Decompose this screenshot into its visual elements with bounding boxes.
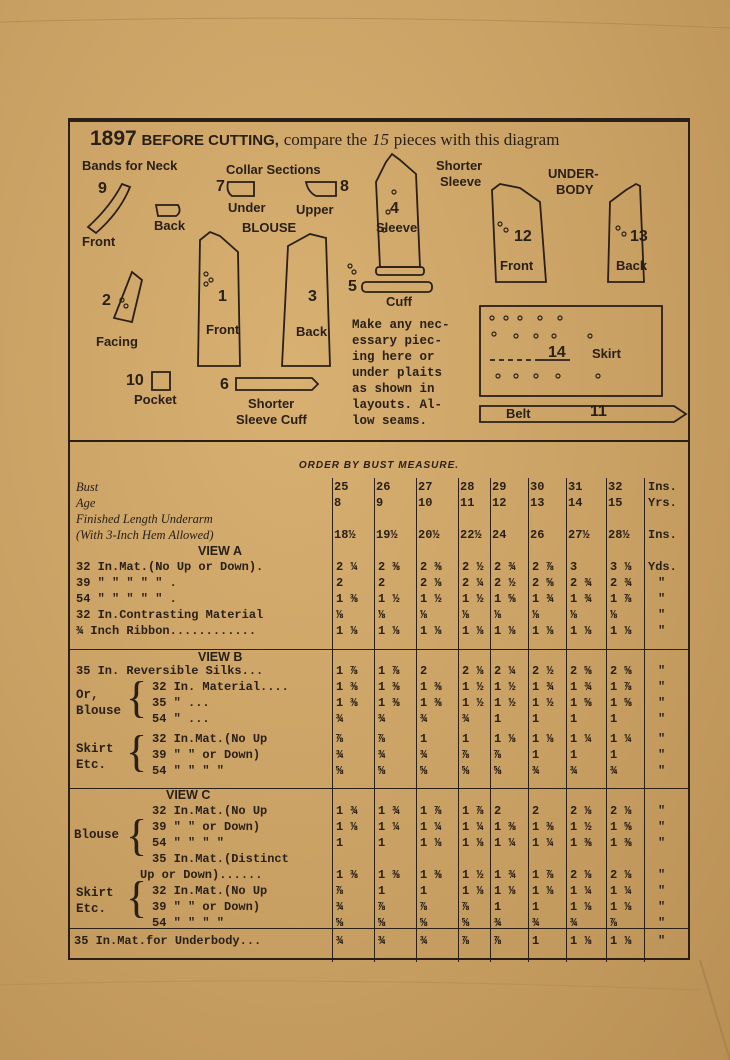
piece-12-number: 12 <box>514 228 532 245</box>
head-length-1: 19½ <box>376 528 398 542</box>
table-cell: 1 ½ <box>494 680 516 694</box>
table-cell: 2 ⅞ <box>532 560 554 574</box>
table-cell: 1 ⅜ <box>420 680 442 694</box>
table-cell: 1 ⅛ <box>610 934 632 948</box>
table-cell: 1 <box>570 712 578 726</box>
table-cell: 2 ⅜ <box>420 560 442 574</box>
table-cell: 1 ½ <box>462 592 484 606</box>
piece-5-number: 5 <box>348 278 357 295</box>
table-cell: 2 ⅜ <box>378 560 400 574</box>
table-cell: 1 ½ <box>462 680 484 694</box>
table-cell: 1 ⅜ <box>378 696 400 710</box>
piece-1-label: Front <box>206 322 240 337</box>
head-age-6: 14 <box>568 496 583 510</box>
table-cell: ¾ <box>378 934 386 948</box>
table-cell: 1 ¼ <box>532 836 554 850</box>
table-cell: 1 ⅜ <box>570 836 592 850</box>
table-cell: 2 ¼ <box>336 560 358 574</box>
table-cell: 2 ¾ <box>610 576 632 590</box>
table-cell: 1 <box>532 712 540 726</box>
table-cell: 2 ⅛ <box>462 664 484 678</box>
row-unit: " <box>658 624 666 638</box>
table-cell: ⅝ <box>336 916 344 930</box>
table-cell: ⅞ <box>336 884 344 898</box>
table-cell: 1 <box>610 748 618 762</box>
head-bust-0: 25 <box>334 480 349 494</box>
view-a-title: VIEW A <box>198 544 242 558</box>
table-cell: ⅞ <box>462 934 470 948</box>
piece-8-number: 8 <box>340 178 349 195</box>
piecing-note-4: under plaits <box>352 366 443 380</box>
table-cell: 2 ⅝ <box>610 664 632 678</box>
table-cell: 1 ⅜ <box>336 680 358 694</box>
piece-4-label: Sleeve <box>376 220 418 235</box>
skirt-c-etc: Etc. <box>76 902 107 916</box>
table-cell: 1 ⅛ <box>610 900 632 914</box>
pattern-number: 1897 <box>90 127 137 150</box>
table-cell: 2 ¾ <box>494 560 516 574</box>
row-unit: " <box>658 868 666 882</box>
neck-band-back-label: Back <box>154 218 186 233</box>
table-cell: 1 ¾ <box>378 804 400 818</box>
table-cell: 2 ½ <box>494 576 516 590</box>
table-cell: 1 ⅜ <box>610 836 632 850</box>
table-cell: 1 ⅜ <box>532 820 554 834</box>
brace-c-skirt: { <box>126 873 148 922</box>
table-cell: 2 ¾ <box>570 576 592 590</box>
table-cell: 2 ⅝ <box>532 576 554 590</box>
order-by-bust: ORDER BY BUST MEASURE. <box>298 460 460 471</box>
unit-yrs: Yrs. <box>648 496 677 510</box>
table-cell: 1 ¼ <box>378 820 400 834</box>
head-bust: Bust <box>76 480 99 494</box>
table-cell: 1 ¾ <box>570 680 592 694</box>
yardage-table <box>70 478 688 964</box>
head-length-7: 28½ <box>608 528 630 542</box>
table-cell: ⅞ <box>610 916 618 930</box>
row-label: 32 In.Mat.(No Up <box>152 804 268 818</box>
table-cell: ⅝ <box>336 764 344 778</box>
table-cell: ¾ <box>378 748 386 762</box>
table-cell: 1 ½ <box>494 696 516 710</box>
table-cell: ⅝ <box>420 916 428 930</box>
table-cell: 1 ⅛ <box>570 934 592 948</box>
head-bust-3: 28 <box>460 480 475 494</box>
row-label: Up or Down)...... <box>140 868 263 882</box>
row-label: 54 " ... <box>152 712 210 726</box>
row-label: 35 " ... <box>152 696 210 710</box>
table-cell: 1 ⅛ <box>420 836 442 850</box>
table-cell: 2 <box>420 664 428 678</box>
table-cell: 1 ⅜ <box>336 868 358 882</box>
row-unit: " <box>658 804 666 818</box>
table-cell: 1 ¾ <box>570 592 592 606</box>
table-cell: 1 ⅝ <box>610 820 632 834</box>
table-cell: 2 ⅛ <box>570 868 592 882</box>
table-cell: 1 ¼ <box>570 732 592 746</box>
collar-sections-label: Collar Sections <box>226 162 321 177</box>
head-bust-1: 26 <box>376 480 391 494</box>
table-cell: 1 ¼ <box>420 820 442 834</box>
table-cell: 1 ½ <box>462 868 484 882</box>
piece-4-number: 4 <box>390 200 399 217</box>
piece-11-number: 11 <box>590 403 607 420</box>
table-cell: 1 ⅝ <box>610 696 632 710</box>
table-cell: ⅞ <box>336 732 344 746</box>
table-cell: ⅛ <box>420 608 428 622</box>
table-cell: 2 ⅝ <box>570 664 592 678</box>
table-cell: 1 <box>494 900 502 914</box>
row-unit: " <box>658 764 666 778</box>
table-cell: 2 ¼ <box>462 576 484 590</box>
table-cell: 2 <box>494 804 502 818</box>
head-bust-7: 32 <box>608 480 623 494</box>
row-label: 35 In. Reversible Silks... <box>76 664 264 678</box>
table-cell: ¾ <box>570 916 578 930</box>
table-cell: 1 ¼ <box>610 884 632 898</box>
table-cell: 1 ⅛ <box>532 884 554 898</box>
blouse-label: BLOUSE <box>242 220 297 235</box>
table-cell: ¾ <box>610 764 618 778</box>
table-cell: ¾ <box>336 712 344 726</box>
piece-7-label: Under <box>228 200 266 215</box>
row-label: 35 In.Mat.(Distinct <box>152 852 289 866</box>
table-cell: 1 ⅛ <box>336 820 358 834</box>
table-cell: 1 ¼ <box>570 884 592 898</box>
table-cell: 1 ⅜ <box>336 592 358 606</box>
table-cell: 3 <box>570 560 578 574</box>
or-label: Or, <box>76 688 99 702</box>
table-cell: ⅝ <box>494 764 502 778</box>
table-cell: 1 ⅛ <box>336 624 358 638</box>
table-cell: ¾ <box>336 934 344 948</box>
table-cell: 1 ⅛ <box>462 836 484 850</box>
piece-14-number: 14 <box>548 344 566 361</box>
table-cell: 1 <box>420 732 428 746</box>
table-cell: ⅝ <box>420 764 428 778</box>
row-label: 32 In.Mat.(No Up or Down). <box>76 560 264 574</box>
row-unit: " <box>658 608 666 622</box>
shorter-sleeve-label: Shorter <box>436 158 483 173</box>
table-cell: ⅞ <box>420 900 428 914</box>
row-unit: " <box>658 696 666 710</box>
table-cell: ⅝ <box>378 764 386 778</box>
table-cell: 2 ⅛ <box>420 576 442 590</box>
row-label: 54 " " " " <box>152 764 225 778</box>
table-cell: 1 ⅞ <box>532 868 554 882</box>
table-cell: 1 ⅛ <box>378 624 400 638</box>
piece-7-number: 7 <box>216 178 225 195</box>
head-bust-5: 30 <box>530 480 545 494</box>
head-length-5: 26 <box>530 528 545 542</box>
table-cell: 2 ⅛ <box>610 868 632 882</box>
table-cell: 1 ⅛ <box>494 624 516 638</box>
row-label: 39 " " " " " . <box>76 576 177 590</box>
table-cell: 1 ¼ <box>494 836 516 850</box>
table-cell: 2 ⅛ <box>610 804 632 818</box>
table-cell: 1 ⅞ <box>610 680 632 694</box>
table-cell: 1 ⅜ <box>378 680 400 694</box>
table-cell: 1 ⅞ <box>610 592 632 606</box>
row-unit: " <box>658 836 666 850</box>
underbody-label-2: BODY <box>556 182 594 197</box>
table-cell: 1 ⅛ <box>462 884 484 898</box>
table-cell: 1 ¾ <box>494 868 516 882</box>
piece-8-label: Upper <box>296 202 334 217</box>
piece-12-label: Front <box>500 258 534 273</box>
head-length-6: 27½ <box>568 528 590 542</box>
table-cell: 2 ½ <box>532 664 554 678</box>
skirt-b-etc: Etc. <box>76 758 107 772</box>
head-age: Age <box>76 496 96 510</box>
piece-5-label: Cuff <box>386 294 412 309</box>
head-length: Finished Length Underarm <box>76 512 213 526</box>
row-label: 54 " " " " <box>152 836 225 850</box>
table-cell: 1 ⅜ <box>420 868 442 882</box>
table-cell: 1 <box>570 748 578 762</box>
table-cell: 2 <box>378 576 386 590</box>
table-cell: 1 ¾ <box>336 804 358 818</box>
table-cell: ¾ <box>462 712 470 726</box>
piece-14-label: Skirt <box>592 346 621 361</box>
head-age-3: 11 <box>460 496 475 510</box>
table-cell: 1 ⅞ <box>462 804 484 818</box>
piecing-note-1: Make any nec- <box>352 318 450 332</box>
head-bust-6: 31 <box>568 480 583 494</box>
piece-6-label-2: Sleeve Cuff <box>236 412 307 427</box>
head-age-4: 12 <box>492 496 507 510</box>
table-cell: ⅞ <box>462 900 470 914</box>
piece-9-number: 9 <box>98 180 107 197</box>
table-cell: 1 ½ <box>378 592 400 606</box>
table-cell: ¾ <box>420 748 428 762</box>
table-cell: ¾ <box>336 900 344 914</box>
table-cell: ⅛ <box>378 608 386 622</box>
blouse-c-label: Blouse <box>74 828 120 842</box>
compare-text: compare the <box>283 130 368 149</box>
row-label: 32 In.Mat.(No Up <box>152 732 268 746</box>
piece-1-number: 1 <box>218 288 227 305</box>
pieces-text: pieces with this diagram <box>393 130 560 149</box>
piece-count: 15 <box>371 130 389 149</box>
unit-ins-2: Ins. <box>648 528 677 542</box>
piece-6-label: Shorter <box>248 396 295 411</box>
bands-for-neck-label: Bands for Neck <box>82 158 178 173</box>
head-length-2: 20½ <box>418 528 440 542</box>
table-cell: 1 ⅜ <box>378 868 400 882</box>
table-cell: 1 ⅜ <box>336 696 358 710</box>
table-cell: 1 <box>378 836 386 850</box>
table-cell: ⅞ <box>378 900 386 914</box>
head-hem: (With 3-Inch Hem Allowed) <box>76 528 214 542</box>
table-cell: ⅝ <box>462 764 470 778</box>
row-label: 54 " " " " " . <box>76 592 177 606</box>
table-cell: 1 ⅛ <box>570 900 592 914</box>
row-label: 32 In.Mat.(No Up <box>152 884 268 898</box>
table-cell: 1 ½ <box>532 696 554 710</box>
piecing-note-3: ing here or <box>352 350 435 364</box>
piece-11-label: Belt <box>506 406 531 421</box>
piece-9-label: Front <box>82 234 116 249</box>
piece-diagram <box>70 122 688 442</box>
table-cell: 1 ⅛ <box>610 624 632 638</box>
table-cell: ⅛ <box>494 608 502 622</box>
head-length-3: 22½ <box>460 528 482 542</box>
blouse-b-label: Blouse <box>76 704 122 718</box>
skirt-b-label: Skirt <box>76 742 114 756</box>
head-age-2: 10 <box>418 496 433 510</box>
view-b-title: VIEW B <box>198 650 243 664</box>
table-cell: ⅛ <box>570 608 578 622</box>
table-cell: 3 ⅛ <box>610 560 632 574</box>
table-cell: 1 <box>610 712 618 726</box>
table-cell: 2 ¼ <box>494 664 516 678</box>
table-cell: 1 ⅛ <box>462 624 484 638</box>
table-cell: 1 <box>462 732 470 746</box>
row-unit: " <box>658 664 666 678</box>
table-cell: 2 ½ <box>462 560 484 574</box>
head-bust-2: 27 <box>418 480 433 494</box>
row-unit: " <box>658 900 666 914</box>
table-cell: 2 ⅛ <box>570 804 592 818</box>
table-cell: 1 ⅛ <box>494 732 516 746</box>
table-cell: ¾ <box>336 748 344 762</box>
row-label: 35 In.Mat.for Underbody... <box>74 934 262 948</box>
table-cell: ⅞ <box>494 934 502 948</box>
table-cell: 1 <box>378 884 386 898</box>
piece-2-label: Facing <box>96 334 138 349</box>
row-unit: " <box>658 748 666 762</box>
piece-10-number: 10 <box>126 372 144 389</box>
head-age-5: 13 <box>530 496 545 510</box>
table-cell: ⅝ <box>462 916 470 930</box>
table-cell: ⅛ <box>532 608 540 622</box>
piecing-note-2: essary piec- <box>352 334 443 348</box>
row-unit: Yds. <box>648 560 677 574</box>
table-cell: 1 <box>532 900 540 914</box>
row-unit: " <box>658 916 666 930</box>
table-cell: 1 ⅜ <box>420 696 442 710</box>
head-bust-4: 29 <box>492 480 507 494</box>
table-cell: 1 ½ <box>570 820 592 834</box>
table-cell: 1 ⅞ <box>336 664 358 678</box>
piece-10-label: Pocket <box>134 392 177 407</box>
table-cell: ¾ <box>420 712 428 726</box>
row-unit: " <box>658 884 666 898</box>
skirt-c-label: Skirt <box>76 886 114 900</box>
pattern-chart <box>68 118 690 960</box>
table-cell: 1 ⅞ <box>378 664 400 678</box>
table-cell: ⅛ <box>462 608 470 622</box>
row-label: 32 In. Material.... <box>152 680 289 694</box>
table-cell: ¾ <box>532 916 540 930</box>
table-cell: 1 <box>532 748 540 762</box>
row-label: 32 In.Contrasting Material <box>76 608 264 622</box>
table-cell: ¾ <box>378 712 386 726</box>
table-cell: ¾ <box>494 916 502 930</box>
underbody-label: UNDER- <box>548 166 599 181</box>
table-cell: 1 ⅞ <box>420 804 442 818</box>
head-age-7: 15 <box>608 496 623 510</box>
table-cell: 1 ⅜ <box>494 820 516 834</box>
piecing-note-6: layouts. Al- <box>352 398 443 412</box>
table-cell: 1 ½ <box>420 592 442 606</box>
piece-2-number: 2 <box>102 292 111 309</box>
table-cell: 2 <box>532 804 540 818</box>
row-unit: " <box>658 820 666 834</box>
table-cell: 1 ⅝ <box>494 592 516 606</box>
unit-ins: Ins. <box>648 480 677 494</box>
table-cell: ¾ <box>570 764 578 778</box>
piece-3-number: 3 <box>308 288 317 305</box>
row-unit: " <box>658 732 666 746</box>
table-cell: ⅞ <box>462 748 470 762</box>
table-cell: ⅝ <box>378 916 386 930</box>
table-cell: 2 <box>336 576 344 590</box>
table-cell: ¾ <box>532 764 540 778</box>
table-cell: ⅛ <box>610 608 618 622</box>
table-cell: ¾ <box>420 934 428 948</box>
head-age-0: 8 <box>334 496 342 510</box>
piece-13-label: Back <box>616 258 648 273</box>
table-cell: ⅞ <box>378 732 386 746</box>
table-cell: 1 <box>494 712 502 726</box>
brace-c-blouse: { <box>126 811 148 860</box>
view-c-title: VIEW C <box>166 788 211 802</box>
row-unit: " <box>658 576 666 590</box>
table-cell: 1 ¾ <box>532 592 554 606</box>
row-label: ¾ Inch Ribbon............ <box>76 624 257 638</box>
row-label: 39 " " or Down) <box>152 748 261 762</box>
table-cell: 1 <box>532 934 540 948</box>
table-cell: 1 <box>420 884 428 898</box>
before-cutting: BEFORE CUTTING, <box>141 132 279 149</box>
brace-b-blouse: { <box>126 673 148 722</box>
table-cell: 1 ⅛ <box>494 884 516 898</box>
table-cell: 1 ¼ <box>610 732 632 746</box>
table-cell: 1 ½ <box>462 696 484 710</box>
row-unit: " <box>658 712 666 726</box>
row-label: 39 " " or Down) <box>152 820 261 834</box>
table-cell: 1 <box>336 836 344 850</box>
row-unit: " <box>658 934 666 948</box>
table-cell: 1 ⅛ <box>570 624 592 638</box>
table-cell: ⅞ <box>494 748 502 762</box>
row-unit: " <box>658 680 666 694</box>
piecing-note-7: low seams. <box>352 414 428 428</box>
table-cell: 1 ⅛ <box>420 624 442 638</box>
head-length-4: 24 <box>492 528 507 542</box>
table-cell: ⅛ <box>336 608 344 622</box>
row-unit: " <box>658 592 666 606</box>
table-cell: 1 ⅛ <box>532 624 554 638</box>
shorter-sleeve-label-2: Sleeve <box>440 174 482 189</box>
brace-b-skirt: { <box>126 727 148 776</box>
piece-6-number: 6 <box>220 376 229 393</box>
row-label: 54 " " " " <box>152 916 225 930</box>
head-length-0: 18½ <box>334 528 356 542</box>
table-cell: 1 ⅝ <box>570 696 592 710</box>
table-cell: 1 ⅛ <box>532 732 554 746</box>
piecing-note-5: as shown in <box>352 382 435 396</box>
head-age-1: 9 <box>376 496 384 510</box>
piece-3-label: Back <box>296 324 328 339</box>
row-label: 39 " " or Down) <box>152 900 261 914</box>
piece-13-number: 13 <box>630 228 648 245</box>
table-cell: 1 ¼ <box>462 820 484 834</box>
table-cell: 1 ¾ <box>532 680 554 694</box>
